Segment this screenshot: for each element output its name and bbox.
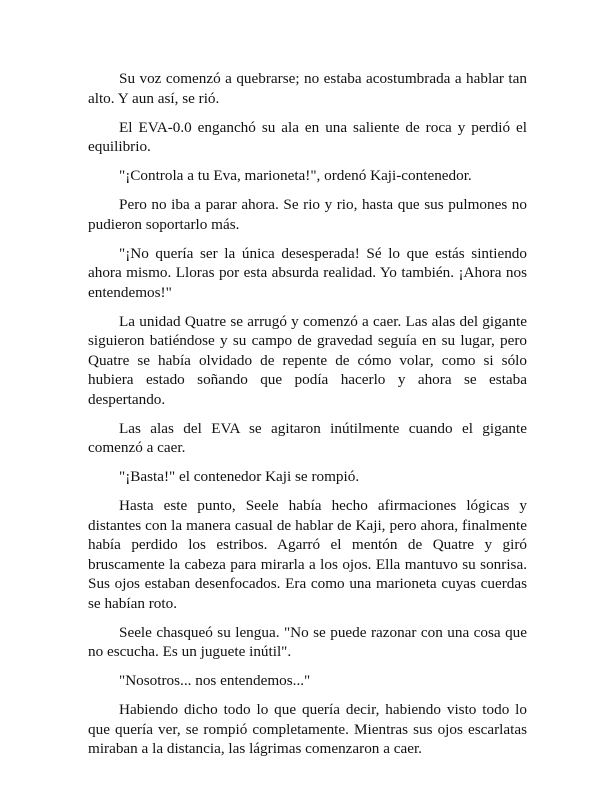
paragraph: Hasta este punto, Seele había hecho afirmaciones lógicas y distantes con la manera casual de hablar de Kaji, pero ahora, finalmente había perdido los estribos. Agarró el mentón de Quatre y giró bruscamente la cabeza para mirarla a los ojos. Ella mantuvo su sonrisa. Sus ojos estaban desenfocados. Era como una marioneta cuyas cuerdas se habían roto. [88, 497, 527, 612]
paragraph: Su voz comenzó a quebrarse; no estaba acostumbrada a hablar tan alto. Y aun así, se rió. [88, 70, 527, 107]
paragraph: La unidad Quatre se arrugó y comenzó a caer. Las alas del gigante siguieron batiéndose y su campo de gravedad seguía en su lugar, pero Quatre se había olvidado de repente de cómo volar, como si sólo hubiera estado soñando que podía hacerlo y ahora se estaba despertando. [88, 312, 527, 408]
paragraph: Seele chasqueó su lengua. "No se puede razonar con una cosa que no escucha. Es un juguete inútil". [88, 623, 527, 660]
paragraph: Las alas del EVA se agitaron inútilmente cuando el gigante comenzó a caer. [88, 419, 527, 456]
paragraph: Pero no iba a parar ahora. Se rio y rio, hasta que sus pulmones no pudieron soportarlo más. [88, 196, 527, 233]
paragraph: El EVA-0.0 enganchó su ala en una saliente de roca y perdió el equilibrio. [88, 118, 527, 155]
paragraph: "Nosotros... nos entendemos..." [119, 672, 311, 689]
paragraph: "¡Controla a tu Eva, marioneta!", ordenó Kaji-contenedor. [119, 167, 472, 184]
paragraph: "¡No quería ser la única desesperada! Sé lo que estás sintiendo ahora mismo. Lloras por esta absurda realidad. Yo también. ¡Ahora nos entendemos!" [88, 244, 527, 301]
paragraph: "¡Basta!" el contenedor Kaji se rompió. [119, 468, 360, 485]
paragraph: Habiendo dicho todo lo que quería decir, habiendo visto todo lo que quería ver, se rompió completamente. Mientras sus ojos escarlatas miraban a la distancia, las lágrimas comenzaron a caer. [88, 701, 527, 757]
document-body [88, 69, 527, 768]
